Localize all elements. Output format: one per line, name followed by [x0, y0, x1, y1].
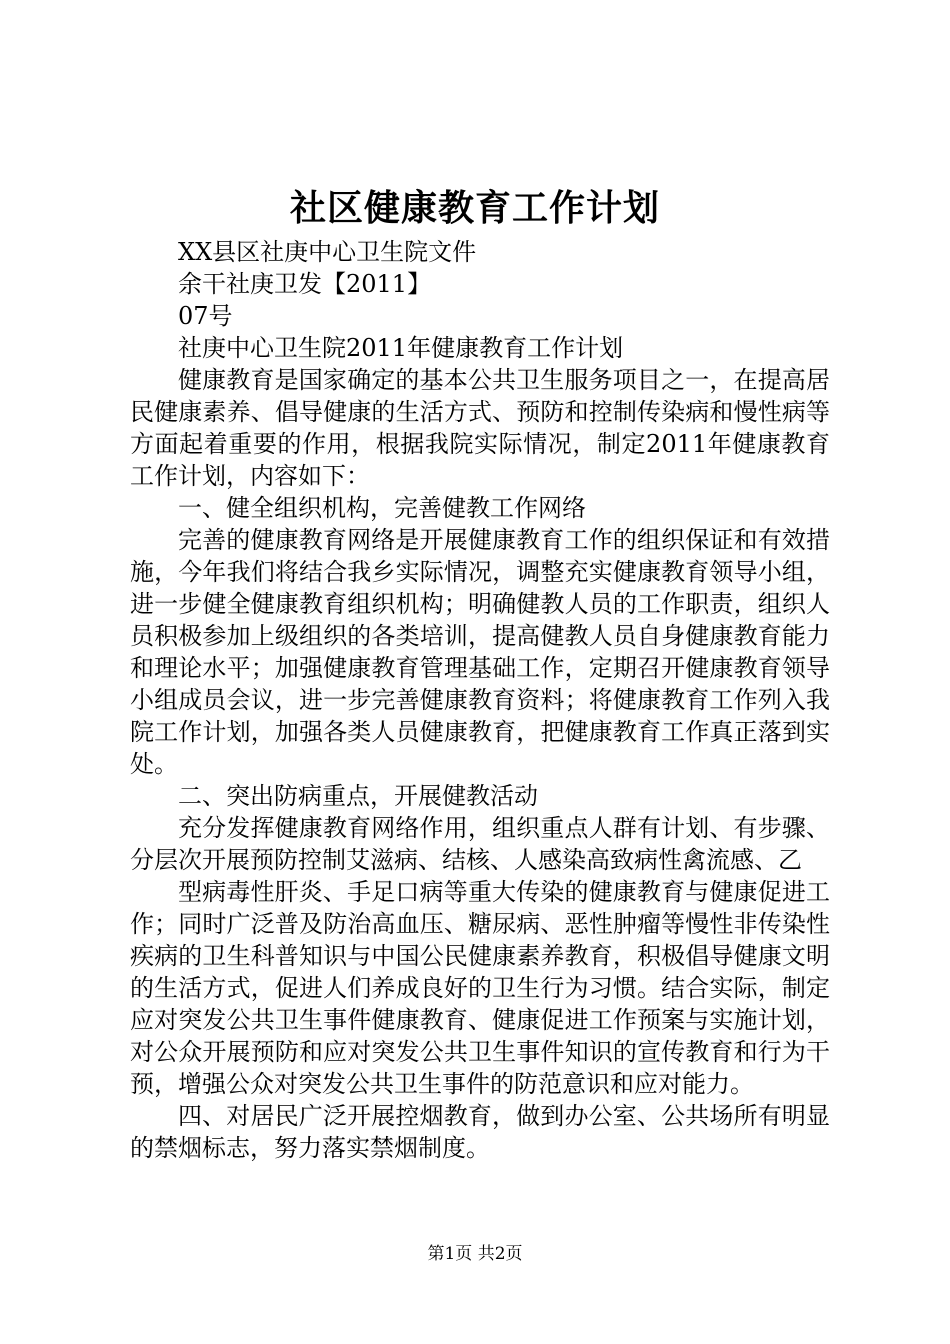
plan-subtitle-line: 社庚中心卫生院2011年健康教育工作计划: [178, 334, 624, 362]
intro-paragraph: 健康教育是国家确定的基本公共卫生服务项目之一，在提高居民健康素养、倡导健康的生活方式、预防和控制传染病和慢性病等方面起着重要的作用，根据我院实际情况，制定2011年健康教育工作计划，内容如下：: [130, 366, 830, 490]
issuer-line: XX县区社庚中心卫生院文件: [178, 238, 477, 266]
document-number-suffix-line: 07号: [178, 302, 233, 330]
section-1-heading: 一、健全组织机构，完善健教工作网络: [178, 494, 586, 522]
section-2-paragraph-b: 型病毒性肝炎、手足口病等重大传染的健康教育与健康促进工作；同时广泛普及防治高血压、糖尿病、恶性肿瘤等慢性非传染性疾病的卫生科普知识与中国公民健康素养教育，积极倡导健康文明的生活方式，促进人们养成良好的卫生行为习惯。结合实际，制定应对突发公共卫生事件健康教育、健康促进工作预案与实施计划，对公众开展预防和应对突发公共卫生事件知识的宣传教育和行为干预，增强公众对突发公共卫生事件的防范意识和应对能力。: [130, 878, 830, 1098]
section-2-paragraph-a: 充分发挥健康教育网络作用，组织重点人群有计划、有步骤、分层次开展预防控制艾滋病、结核、人感染高致病性禽流感、乙: [130, 814, 830, 874]
section-2-heading: 二、突出防病重点，开展健教活动: [178, 782, 538, 810]
document-body: [130, 236, 830, 1164]
page-footer: 第1页 共2页: [427, 1244, 523, 1264]
section-1-paragraph: 完善的健康教育网络是开展健康教育工作的组织保证和有效措施，今年我们将结合我乡实际情况，调整充实健康教育领导小组，进一步健全健康教育组织机构；明确健教人员的工作职责，组织人员积极参加上级组织的各类培训，提高健教人员自身健康教育能力和理论水平；加强健康教育管理基础工作，定期召开健康教育领导小组成员会议，进一步完善健康教育资料；将健康教育工作列入我院工作计划，加强各类人员健康教育，把健康教育工作真正落到实处。: [130, 526, 830, 778]
section-4-paragraph: 四、对居民广泛开展控烟教育，做到办公室、公共场所有明显的禁烟标志，努力落实禁烟制度。: [130, 1102, 830, 1162]
document-number-line: 余干社庚卫发【2011】: [178, 270, 432, 298]
document-title: 社区健康教育工作计划: [289, 187, 660, 229]
